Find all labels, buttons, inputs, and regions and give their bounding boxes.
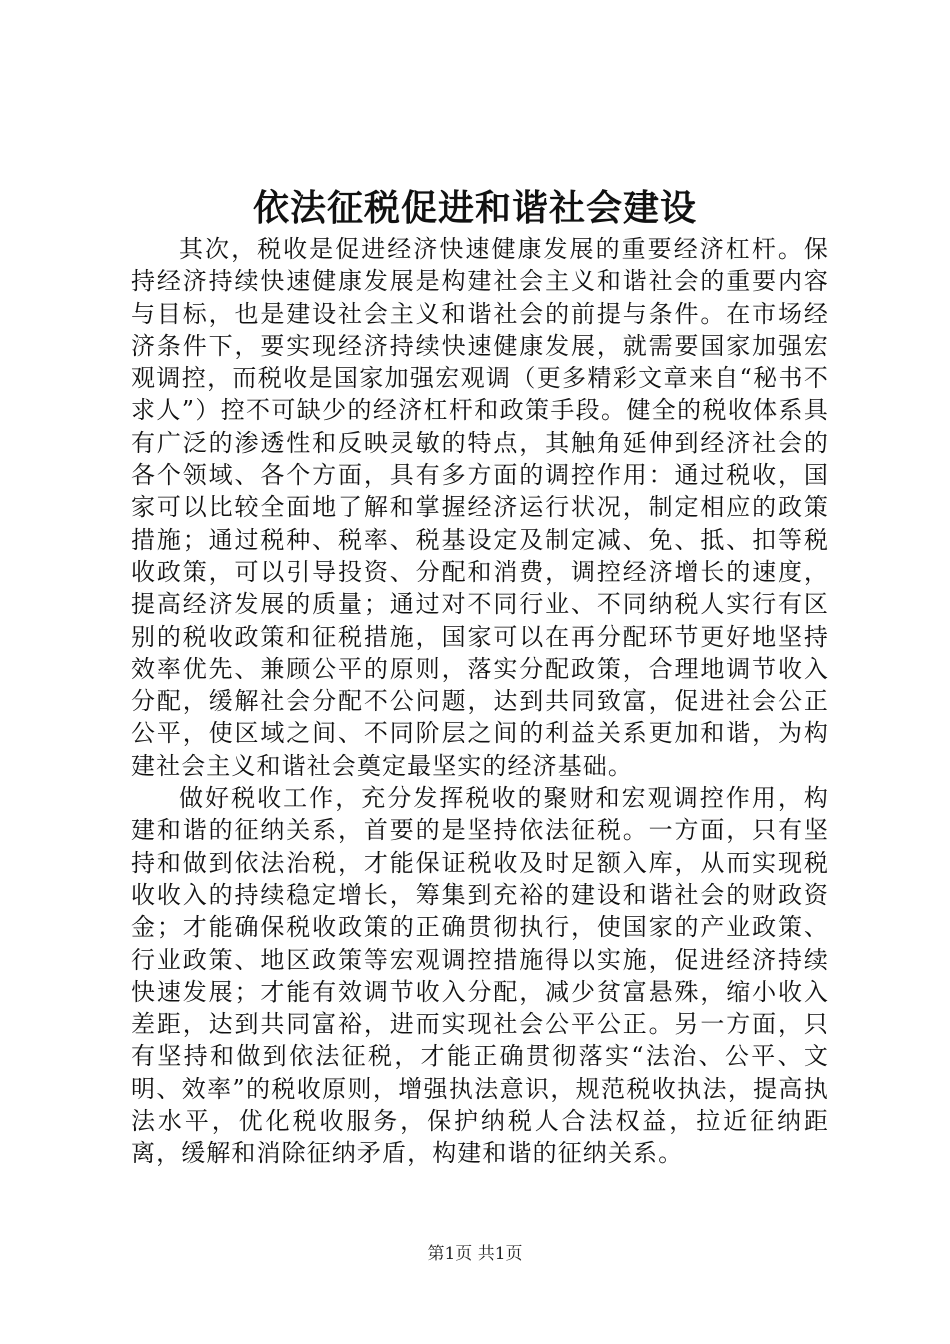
page-number-footer: 第1页 共1页 <box>427 1244 523 1264</box>
document-title: 依法征税促进和谐社会建设 <box>252 187 697 229</box>
paragraph-1: 其次，税收是促进经济快速健康发展的重要经济杠杆。保持经济持续快速健康发展是构建社会主义和谐社会的重要内容与目标，也是建设社会主义和谐社会的前提与条件。在市场经济条件下，要实现经济持续快速健康发展，就需要国家加强宏观调控，而税收是国家加强宏观调（更多精彩文章来自“秘书不求人”）控不可缺少的经济杠杆和政策手段。健全的税收体系具有广泛的渗透性和反映灵敏的特点，其触角延伸到经济社会的各个领域、各个方面，具有多方面的调控作用：通过税收，国家可以比较全面地了解和掌握经济运行状况，制定相应的政策措施；通过税种、税率、税基设定及制定减、免、抵、扣等税收政策，可以引导投资、分配和消费，调控经济增长的速度，提高经济发展的质量；通过对不同行业、不同纳税人实行有区别的税收政策和征税措施，国家可以在再分配环节更好地坚持效率优先、兼顾公平的原则，落实分配政策，合理地调节收入分配，缓解社会分配不公问题，达到共同致富，促进社会公正公平，使区域之间、不同阶层之间的利益关系更加和谐，为构建社会主义和谐社会奠定最坚实的经济基础。 <box>131 235 829 780</box>
document-body <box>131 233 829 1170</box>
paragraph-2: 做好税收工作，充分发挥税收的聚财和宏观调控作用，构建和谐的征纳关系，首要的是坚持依法征税。一方面，只有坚持和做到依法治税，才能保证税收及时足额入库，从而实现税收收入的持续稳定增长，筹集到充裕的建设和谐社会的财政资金；才能确保税收政策的正确贯彻执行，使国家的产业政策、行业政策、地区政策等宏观调控措施得以实施，促进经济持续快速发展；才能有效调节收入分配，减少贫富悬殊，缩小收入差距，达到共同富裕，进而实现社会公平公正。另一方面，只有坚持和做到依法征税，才能正确贯彻落实“法治、公平、文明、效率”的税收原则，增强执法意识，规范税收执法，提高执法水平，优化税收服务，保护纳税人合法权益，拉近征纳距离，缓解和消除征纳矛盾，构建和谐的征纳关系。 <box>131 784 829 1168</box>
